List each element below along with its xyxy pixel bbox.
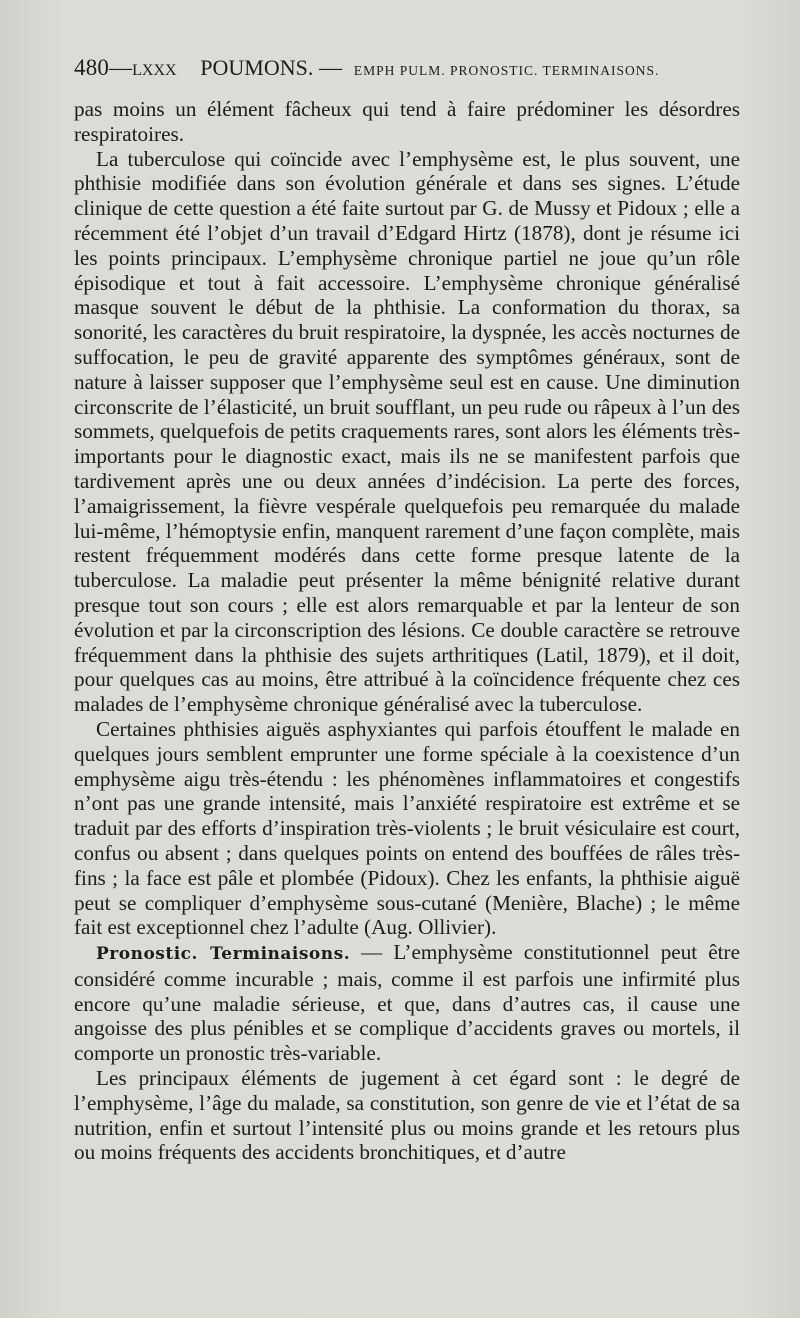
paragraph-phthisies-aigues: Certaines phthisies aiguës asphyxiantes qui parfois étouffent le malade en quelques jours semblent emprunter une forme spéciale à la coexistence d’un emphysème aigu très-étendu : les phénomènes inflammatoires et congestifs n’ont pas une grande intensité, mais l’anxiété respiratoire est extrême et se traduit par des efforts d’inspiration très-violents ; le bruit vésiculaire est court, confus ou absent ; dans quelques points on entend des bouffées de râles très-fins ; la face est pâle et plombée (Pidoux). Chez les enfants, la phthisie aiguë peut se compliquer d’emphysème sous-cutané (Menière, Blache) ; le même fait est exceptionnel chez l’adulte (Aug. Ollivier). bbox=[74, 716, 740, 940]
paragraph-tuberculose: La tuberculose qui coïncide avec l’emphysème est, le plus souvent, une phthisie modifiée dans son évolution générale et dans ses signes. L’étude clinique de cette question a été faite surtout par G. de Mussy et Pidoux ; elle a récemment été l’objet d’un travail d’Edgard Hirtz (1878), dont je résume ici les points principaux. L’emphysème chronique partiel ne joue qu’un rôle épisodique et tout à fait accessoire. L’emphysème chronique généralisé masque souvent le début de la phthisie. La conformation du thorax, sa sonorité, les caractères du bruit respiratoire, la dyspnée, les accès nocturnes de suffocation, le peu de gravité apparente des symptômes généraux, sont de nature à laisser supposer que l’emphysème seul est en cause. Une diminution circonscrite de l’élasticité, un bruit soufflant, un peu rude ou râpeux à l’un des sommets, quelquefois de petits craquements rares, sont alors les éléments très-importants pour le diagnostic exact, mais ils ne se manifestent parfois que tardivement après une ou deux années d’indécision. La perte des forces, l’amaigrissement, la fièvre vespérale quelquefois peu remarquée du malade lui-même, l’hémoptysie enfin, manquent rarement d’une façon complète, mais restent fréquemment modérés dans cette forme presque latente de la tuberculose. La maladie peut présenter la même bénignité relative durant presque tout son cours ; elle est alors remarquable et par la lenteur de son évolution et par la circonscription des lésions. Ce double caractère se retrouve fréquemment dans la phthisie des sujets arthritiques (Latil, 1879), et il doit, pour quelques cas au moins, être attribué à la coïncidence fréquente chez ces malades de l’emphysème chronique généralisé avec la tuberculose. bbox=[74, 146, 740, 717]
paragraph-continuation: pas moins un élément fâcheux qui tend à faire prédominer les désordres respiratoires. bbox=[74, 97, 740, 146]
running-subtitle: EMPH PULM. PRONOSTIC. TERMINAISONS. bbox=[353, 63, 660, 78]
header-dash: — bbox=[109, 55, 133, 80]
running-head bbox=[74, 54, 740, 85]
pronostic-text: — L’emphysème constitutionnel peut être considéré comme incurable ; mais, comme il est parfois une infirmité plus encore qu’une maladie sérieuse, et que, dans d’autres cas, il cause une angoisse des plus pénibles et se complique d’accidents graves ou mortels, il comporte un pronostic très-variable. bbox=[74, 940, 741, 1066]
section-heading: Pronostic. Terminaisons. bbox=[96, 944, 351, 965]
running-title: POUMONS. bbox=[200, 55, 314, 80]
body-text bbox=[74, 97, 740, 1165]
header-separator: — bbox=[319, 55, 343, 80]
paragraph-elements-jugement: Les principaux éléments de jugement à cet égard sont : le degré de l’emphysème, l’âge du malade, sa constitution, son genre de vie et l’état de sa nutrition, enfin et surtout l’intensité plus ou moins grande et les retours plus ou moins fréquents des accidents bronchitiques, et d’autre bbox=[74, 1066, 740, 1165]
paragraph-pronostic bbox=[74, 940, 740, 1066]
section-number: LXXX bbox=[132, 62, 177, 79]
page-number: 480 bbox=[74, 55, 110, 80]
